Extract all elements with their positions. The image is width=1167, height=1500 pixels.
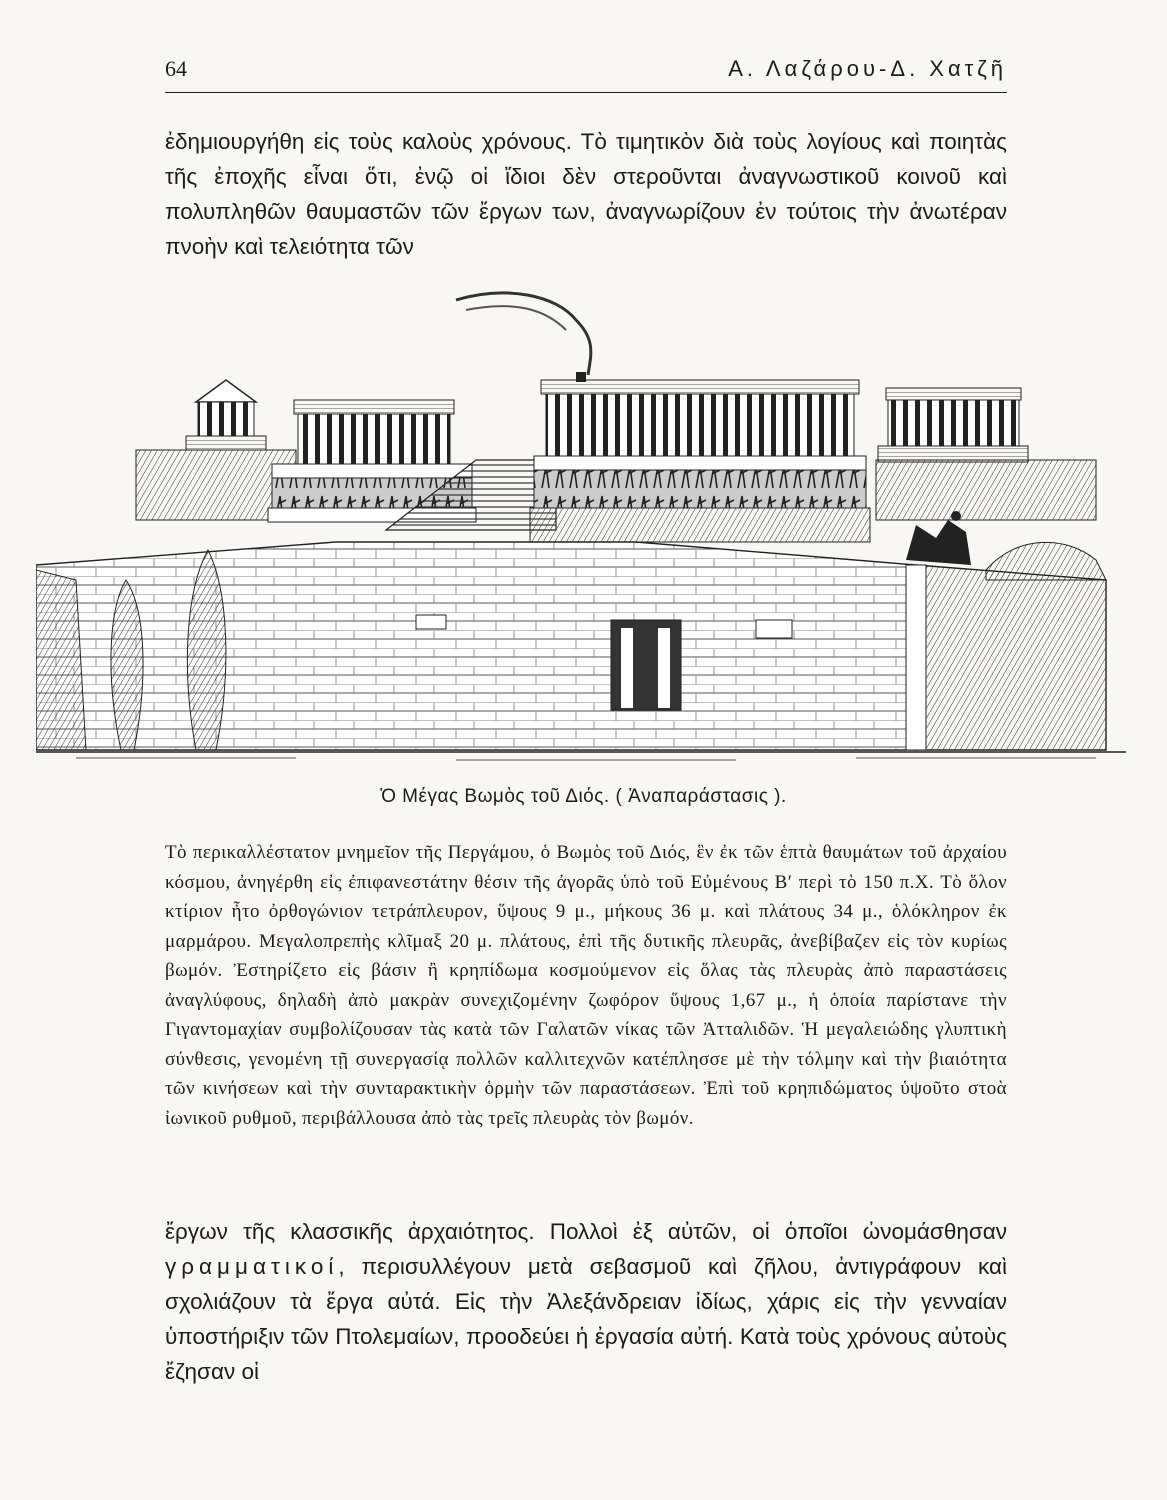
altar-main-stoa: [530, 372, 870, 542]
altar-illustration: [36, 280, 1126, 770]
body-paragraph-bottom: [165, 1214, 1007, 1389]
page-header: [165, 52, 1007, 93]
body-bottom-start: ἔργων τῆς κλασσικῆς ἀρχαιότητος. Πολλοὶ ἐξ αὐτῶν, οἱ ὁποῖοι ὠνομάσθησαν: [165, 1219, 1007, 1244]
smoke: [456, 293, 591, 375]
temple-far-left: [186, 380, 266, 450]
body-paragraph-top: ἐδημιουργήθη εἰς τοὺς καλοὺς χρόνους. Τὸ τιμητικὸν διὰ τοὺς λογίους καὶ ποιητὰς τῆς ἐποχῆς εἶναι ὅτι, ἐνῷ οἱ ἴδιοι δὲν στεροῦνται ἀναγνωστικοῦ κοινοῦ καὶ πολυπληθῶν θαυμαστῶν τῶν ἔργων των, ἀναγνωρίζουν ἐν τούτοις τὴν ἀνωτέραν πνοὴν καὶ τελειότητα τῶν: [165, 129, 1007, 259]
terrace-right: [876, 460, 1096, 520]
engraving-svg: [36, 280, 1126, 770]
page-number: 64: [165, 56, 187, 81]
temple-far-right: [878, 388, 1028, 462]
shrubs: [986, 542, 1106, 580]
body-bottom-end: , περισυλλέγουν μετὰ σεβασμοῦ καὶ ζῆλου, ἀντιγράφουν καὶ σχολιάζουν τὰ ἔργα αὐτά. Εἰς τὴν Ἀλεξάνδρειαν ἰδίως, χάρις εἰς τὴν γενναίαν ὑποστήριξιν τῶν Πτολεμαίων, προοδεύει ἡ ἐργασία αὐτή. Κατὰ τοὺς χρόνους αὐτοὺς ἔζησαν οἱ: [165, 1254, 1007, 1384]
running-head: Α. Λαζάρου-Δ. Χατζῆ: [728, 56, 1007, 81]
figure-note: Τὸ περικαλλέστατον μνημεῖον τῆς Περγάμου, ὁ Βωμὸς τοῦ Διός, ἓν ἐκ τῶν ἑπτὰ θαυμάτων τοῦ ἀρχαίου κόσμου, ἀνηγέρθη εἰς ἐπιφανεστάτην θέσιν τῆς ἀγορᾶς ὑπὸ τοῦ Εὐμένους Β′ περὶ τὸ 150 π.Χ. Τὸ ὅλον κτίριον ἦτο ὀρθογώνιον τετράπλευρον, ὕψους 9 μ., μήκους 36 μ. καὶ πλάτους 34 μ., ὁλόκληρον ἐκ μαρμάρου. Μεγαλοπρεπὴς κλῖμαξ 20 μ. πλάτους, ἐπὶ τῆς δυτικῆς πλευρᾶς, ἀνεβίβαζεν εἰς τὸν κυρίως βωμόν. Ἐστηρίζετο εἰς βάσιν ἢ κρηπίδωμα κοσμούμενον εἰς ὅλας τὰς πλευρὰς ἀπὸ παραστάσεις ἀναγλύφους, δηλαδὴ ἀπὸ μακρὰν συνεχιζομένην ζωφόρον ὕψους 1,67 μ., ἡ ὁποία παρίστανε τὴν Γιγαντομαχίαν συμβολίζουσαν τὰς κατὰ τῶν Γαλατῶν νίκας τῶν Ἀτταλιδῶν. Ἡ μεγαλειώδης γλυπτικὴ σύνθεσις, γενομένη τῇ συνεργασίᾳ πολλῶν καλλιτεχνῶν κατέπλησσε μὲ τὴν τόλμην καὶ τὴν βιαιότητα τῶν κινήσεων καὶ τὴν συνταρακτικὴν ὁρμὴν τῶν παραστάσεων. Ἐπὶ τοῦ κρηπιδώματος ὑψοῦτο στοὰ ἰωνικοῦ ρυθμοῦ, περιβάλλουσα ἀπὸ τὰς τρεῖς πλευρὰς τὸν βωμόν.: [165, 842, 1007, 1129]
figure-caption: Ὁ Μέγας Βωμὸς τοῦ Διός. ( Ἀναπαράστασις ).: [380, 786, 787, 807]
emphasized-term: γραμματικοί: [165, 1254, 339, 1279]
